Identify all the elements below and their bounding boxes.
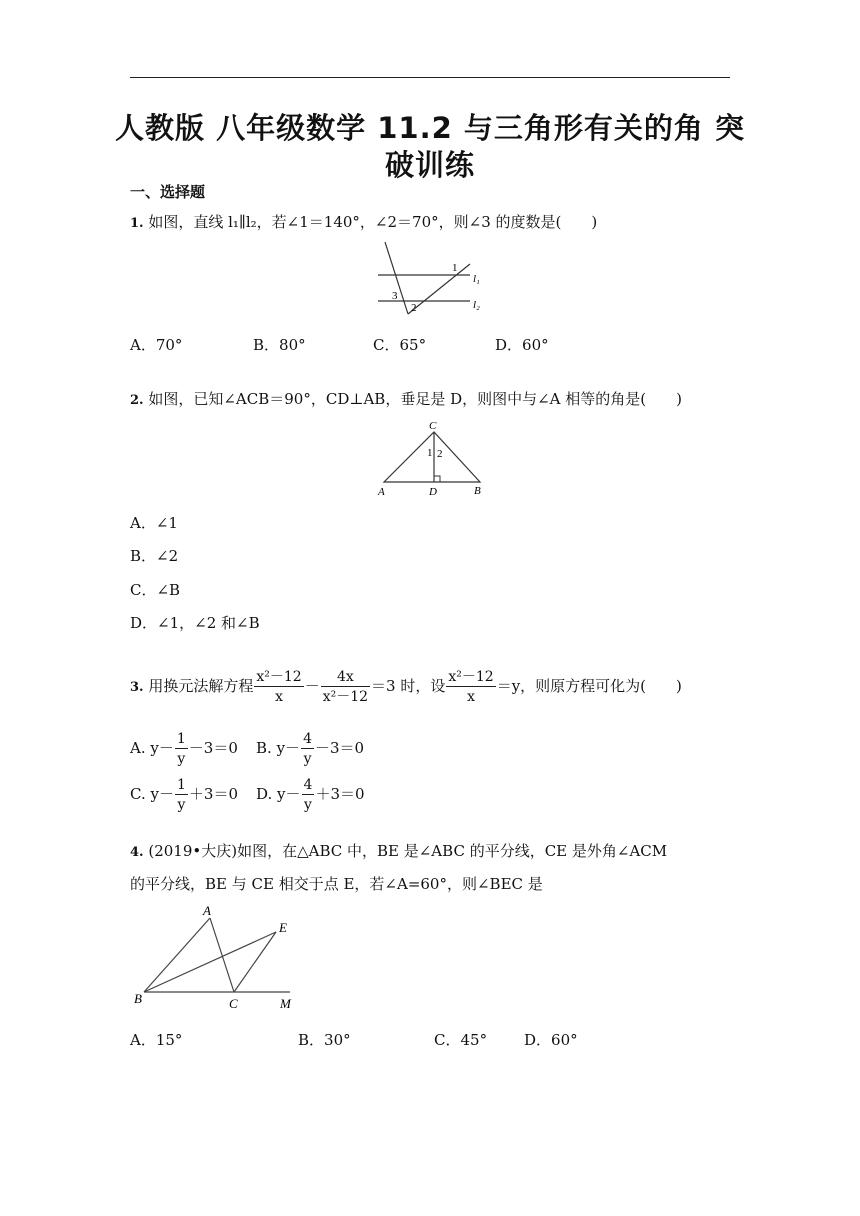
q1-option-a[interactable]: A．70° (130, 336, 183, 354)
q2-stem (130, 388, 682, 409)
label-b: B (474, 485, 481, 497)
q3-number: 3. (130, 680, 144, 695)
label-m: M (280, 996, 291, 1011)
q4-figure (130, 902, 305, 1014)
label-angle-2: 2 (411, 302, 417, 314)
label-d: D (429, 486, 437, 498)
transversal-right (408, 264, 470, 314)
segment-ac (210, 918, 234, 992)
label-angle-1: 1 (452, 262, 458, 274)
header-rule (130, 77, 730, 78)
transversal-left (385, 242, 408, 314)
q3-option-a[interactable]: A. y－ $\frac{1}{y}$ －3＝0 (130, 731, 238, 767)
q4-option-b[interactable]: B．30° (298, 1031, 351, 1049)
segment-be (144, 932, 276, 992)
q4-option-c[interactable]: C．45° (434, 1031, 488, 1049)
q2-number: 2. (130, 393, 144, 408)
q4-stem-line1 (130, 840, 667, 861)
q2-option-b[interactable]: B．∠2 (130, 547, 179, 565)
label-l1: l₁ (473, 273, 480, 285)
q3-stem: 3. 用换元法解方程 $\frac{\text{x²－12}}{x}$ － $\frac{4x}{\text{x²－12}}$ ＝3 时，设 $\frac{\text{x²－12}}{x}$ ＝y，则原方程可化为( ) (130, 669, 682, 705)
q3-fraction-2: $\frac{4x}{\text{x²－12}}$ (322, 669, 369, 705)
q2-option-d[interactable]: D．∠1，∠2 和∠B (130, 614, 260, 632)
q1-stem (130, 211, 597, 232)
label-a: A (203, 903, 211, 918)
q1-option-b[interactable]: B．80° (253, 336, 306, 354)
label-c: C (229, 996, 238, 1011)
label-l2: l₂ (473, 299, 480, 311)
segment-ba (144, 918, 210, 992)
q1-option-d[interactable]: D．60° (495, 336, 549, 354)
q3-option-c[interactable]: C. y－ $\frac{1}{y}$ ＋3＝0 (130, 777, 238, 813)
q4-text-line2: 的平分线，BE 与 CE 相交于点 E，若∠A=60°，则∠BEC 是 (130, 875, 543, 893)
q3-prefix: 用换元法解方程 (148, 677, 254, 695)
q3-option-b[interactable]: B. y－ $\frac{4}{y}$ －3＝0 (256, 731, 365, 767)
label-a: A (378, 486, 385, 498)
label-e: E (279, 920, 287, 935)
q4-option-a[interactable]: A．15° (130, 1031, 183, 1049)
label-c: C (429, 420, 437, 432)
label-b: B (134, 991, 142, 1006)
q4-text-line1: (2019•大庆)如图，在△ABC 中，BE 是∠ABC 的平分线，CE 是外角∠ACM (148, 842, 668, 860)
q4-option-d[interactable]: D．60° (524, 1031, 578, 1049)
q1-text: 如图，直线 l₁∥l₂，若∠1＝140°，∠2＝70°，则∠3 的度数是( ) (148, 213, 598, 231)
q3-option-d[interactable]: D. y－ $\frac{4}{y}$ ＋3＝0 (256, 777, 365, 813)
q2-figure (372, 416, 492, 498)
q3-fraction-1: $\frac{\text{x²－12}}{x}$ (256, 669, 302, 705)
q1-option-c[interactable]: C．65° (373, 336, 427, 354)
page-title-line2: 破训练 (384, 148, 475, 182)
section-heading: 一、选择题 (130, 183, 206, 201)
q3-mid: ＝3 时，设 (371, 677, 446, 695)
page-title-line1: 人教版 八年级数学 11.2 与三角形有关的角 突 (115, 111, 745, 145)
label-angle-1: 1 (427, 447, 433, 459)
q2-option-c[interactable]: C．∠B (130, 581, 181, 599)
q1-number: 1. (130, 216, 144, 231)
q3-fraction-3: $\frac{\text{x²－12}}{x}$ (448, 669, 494, 705)
q3-suffix: ＝y，则原方程可化为( ) (496, 677, 682, 695)
right-angle-mark (434, 476, 440, 482)
q2-text: 如图，已知∠ACB＝90°，CD⊥AB，垂足是 D，则图中与∠A 相等的角是( ) (148, 390, 682, 408)
q1-figure (370, 238, 490, 320)
label-angle-3: 3 (392, 290, 398, 302)
q2-option-a[interactable]: A．∠1 (130, 514, 178, 532)
label-angle-2: 2 (437, 448, 443, 460)
q4-number: 4. (130, 845, 144, 860)
